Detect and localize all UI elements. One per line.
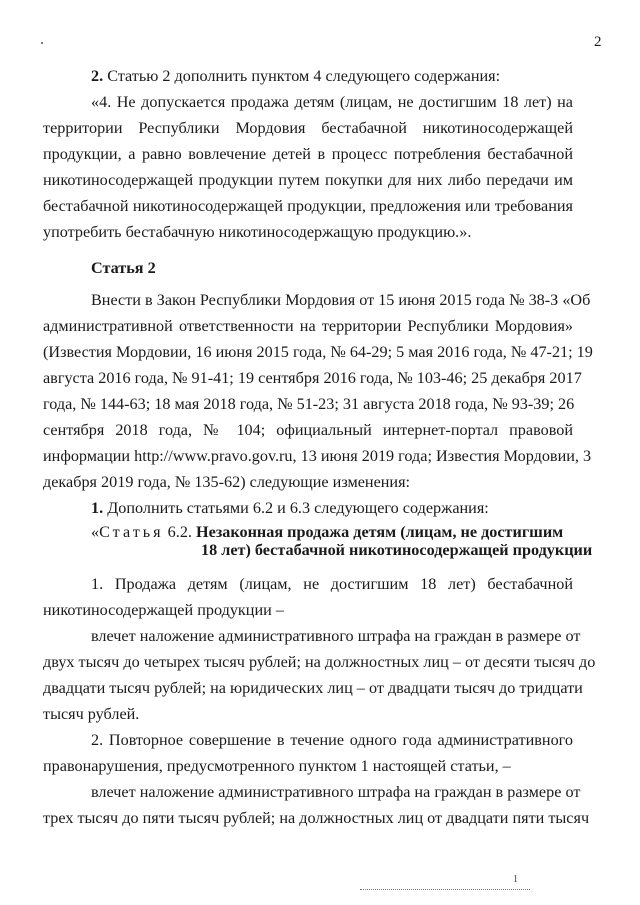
paragraph-line: никотиносодержащей продукции путем покупки для них либо передачи им — [43, 171, 573, 189]
paragraph-line: административной ответственности на территории Республики Мордовия» — [43, 317, 573, 335]
scan-artifact-dot — [41, 42, 43, 44]
paragraph-line: правонарушения, предусмотренного пунктом 1 настоящей статьи, – — [43, 757, 511, 775]
quote-mark: « — [91, 523, 100, 541]
paragraph-line: декабря 2019 года, № 135-62) следующие изменения: — [43, 473, 411, 491]
paragraph-line: Внести в Закон Республики Мордовия от 15 июня 2015 года № 38-З «Об — [91, 291, 591, 309]
paragraph-line: 1. Продажа детям (лицам, не достигшим 18 лет) бестабачной — [91, 575, 573, 593]
footer-separator — [360, 889, 530, 890]
item-number: 1. — [91, 499, 104, 517]
page-number: 2 — [594, 34, 602, 50]
line-text: Статью 2 дополнить пунктом 4 следующего содержания: — [103, 67, 501, 85]
item-number: 2. — [91, 67, 104, 85]
article-number: 6.2. — [163, 523, 196, 541]
paragraph-line: двух тысяч до четырех тысяч рублей; на должностных лиц – от десяти тысяч до — [43, 653, 596, 671]
paragraph-line: (Известия Мордовии, 16 июня 2015 года, № 64-29; 5 мая 2016 года, № 47-21; 19 — [43, 343, 593, 361]
paragraph-line: продукции, а равно вовлечение детей в процесс потребления бестабачной — [43, 145, 573, 163]
paragraph-line: употребить бестабачную никотиносодержащую продукцию.». — [43, 223, 472, 241]
article-title: Незаконная продажа детям (лицам, не достигшим — [196, 523, 564, 541]
paragraph-line: информации http://www.pravo.gov.ru, 13 июня 2019 года; Известия Мордовии, 3 — [43, 447, 592, 465]
line-text: Дополнить статьями 6.2 и 6.3 следующего содержания: — [103, 499, 489, 517]
paragraph-line: бестабачной никотиносодержащей продукции, предложения или требования — [43, 197, 573, 215]
article-title-line: 18 лет) бестабачной никотиносодержащей продукции — [201, 541, 593, 559]
paragraph-line: года, № 144-63; 18 мая 2018 года, № 51-23; 31 августа 2018 года, № 93-39; 26 — [43, 395, 575, 413]
paragraph-line — [91, 66, 500, 86]
paragraph-line: тысяч рублей. — [43, 705, 140, 723]
article-title-line — [91, 522, 563, 542]
article-heading: Статья 2 — [91, 259, 156, 277]
paragraph-line: августа 2016 года, № 91-41; 19 сентября 2016 года, № 103-46; 25 декабря 2017 — [43, 369, 582, 387]
paragraph-line: трех тысяч до пяти тысяч рублей; на должностных лиц от двадцати пяти тысяч — [43, 809, 590, 827]
paragraph-line: территории Республики Мордовия бестабачной никотиносодержащей — [43, 119, 573, 137]
paragraph-line — [91, 498, 489, 518]
paragraph-line: двадцати тысяч рублей; на юридических лиц – от двадцати тысяч до тридцати — [43, 679, 583, 697]
paragraph-line: 2. Повторное совершение в течение одного года административного — [91, 731, 573, 749]
paragraph-line: влечет наложение административного штрафа на граждан в размере от — [91, 627, 581, 645]
paragraph-line: сентября 2018 года, № 104; официальный интернет-портал правовой — [43, 421, 573, 439]
footer-mark: 1 — [513, 874, 518, 885]
paragraph-line: влечет наложение административного штрафа на граждан в размере от — [91, 783, 581, 801]
article-word: Статья — [99, 523, 164, 541]
paragraph-line: «4. Не допускается продажа детям (лицам, не достигшим 18 лет) на — [91, 93, 573, 111]
paragraph-line: никотиносодержащей продукции – — [43, 601, 284, 619]
